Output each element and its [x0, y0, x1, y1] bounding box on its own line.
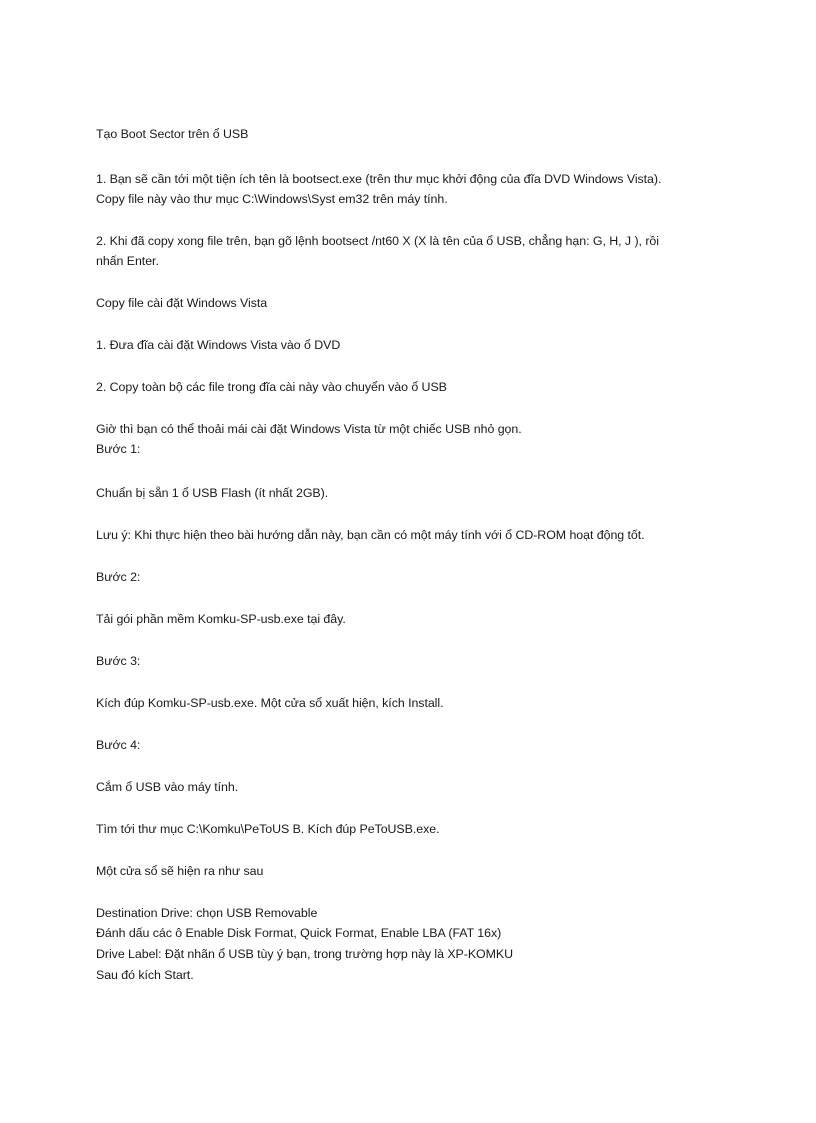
step-label: Bước 4:: [96, 738, 141, 752]
paragraph-line: Giờ thì bạn có thể thoải mái cài đặt Windows Vista từ một chiếc USB nhỏ gọn.: [96, 422, 522, 436]
paragraph-line: Cắm ổ USB vào máy tính.: [96, 780, 239, 794]
paragraph-line: Destination Drive: chọn USB Removable: [96, 906, 318, 920]
paragraph-line: Một cửa sổ sẽ hiện ra như sau: [96, 864, 264, 878]
heading-copy-files: Copy file cài đặt Windows Vista: [96, 296, 268, 310]
paragraph-line: Sau đó kích Start.: [96, 968, 194, 982]
paragraph-line: Chuẩn bị sẵn 1 ổ USB Flash (ít nhất 2GB).: [96, 486, 329, 500]
paragraph-line: 2. Khi đã copy xong file trên, bạn gõ lệnh bootsect /nt60 X (X là tên của ổ USB, chẳng hạn: G, H, J ), rồi: [96, 234, 659, 248]
paragraph-line: nhấn Enter.: [96, 254, 159, 268]
paragraph-line: Lưu ý: Khi thực hiện theo bài hướng dẫn này, bạn cần có một máy tính với ổ CD-ROM hoạt động tốt.: [96, 528, 645, 542]
paragraph-line: Tải gói phần mềm Komku-SP-usb.exe tại đây.: [96, 612, 346, 626]
paragraph-line: 2. Copy toàn bộ các file trong đĩa cài này vào chuyển vào ổ USB: [96, 380, 447, 394]
paragraph-line: Đánh dấu các ô Enable Disk Format, Quick Format, Enable LBA (FAT 16x): [96, 926, 502, 940]
step-label: Bước 3:: [96, 654, 141, 668]
heading-boot-sector: Tạo Boot Sector trên ổ USB: [96, 127, 249, 141]
paragraph-line: 1. Đưa đĩa cài đặt Windows Vista vào ổ DVD: [96, 338, 341, 352]
paragraph-line: Tìm tới thư mục C:\Komku\PeToUS B. Kích đúp PeToUSB.exe.: [96, 822, 440, 836]
step-label: Bước 1:: [96, 442, 141, 456]
paragraph-line: 1. Bạn sẽ cần tới một tiện ích tên là bootsect.exe (trên thư mục khởi động của đĩa DVD Windows Vista).: [96, 172, 662, 186]
step-label: Bước 2:: [96, 570, 141, 584]
paragraph-line: Drive Label: Đặt nhãn ổ USB tùy ý bạn, trong trường hợp này là XP-KOMKU: [96, 947, 514, 961]
paragraph-line: Kích đúp Komku-SP-usb.exe. Một cửa sổ xuất hiện, kích Install.: [96, 696, 444, 710]
paragraph-line: Copy file này vào thư mục C:\Windows\Syst em32 trên máy tính.: [96, 192, 448, 206]
